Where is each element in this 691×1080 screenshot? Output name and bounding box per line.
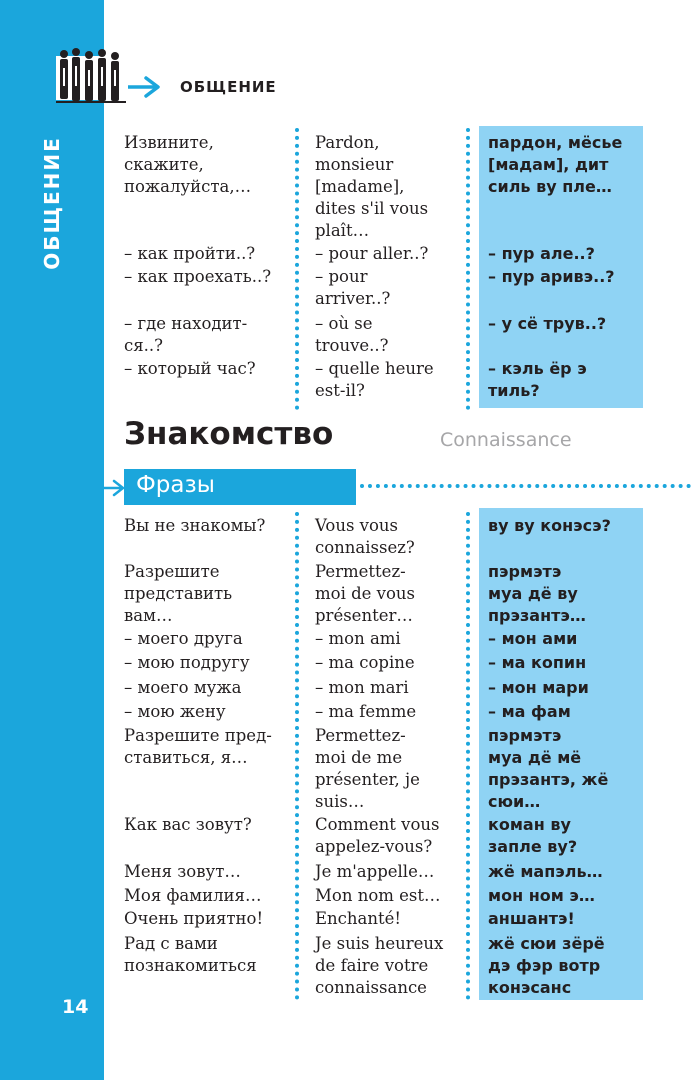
phrase-fr: Pardon, monsieur [madame], dites s'il vous plaît…: [315, 133, 429, 240]
phrase-fr: – mon ami: [315, 629, 401, 648]
section-title-fr: Connaissance: [440, 429, 572, 451]
phrase-fr: – mon mari: [315, 678, 409, 697]
phrase-ru: – мою подругу: [124, 653, 250, 672]
phrase-fr: – pour aller..?: [315, 244, 429, 263]
chapter-arrow-icon: [128, 74, 162, 100]
phrase-transcription: – кэль ёр э тиль?: [488, 359, 587, 400]
phrase-fr: – quelle heure est-il?: [315, 359, 434, 400]
column-divider: [466, 128, 470, 410]
subheading-label: Фразы: [136, 472, 215, 498]
phrase-transcription: – пур але..?: [488, 244, 595, 263]
phrase-transcription: пэрмэтэ муа дё ву прэзантэ…: [488, 562, 586, 625]
page-number: 14: [62, 996, 89, 1018]
phrase-transcription: аншантэ!: [488, 909, 575, 928]
phrase-ru: Очень приятно!: [124, 909, 264, 928]
phrase-fr: Je suis heureux de faire votre connaissance: [315, 934, 444, 997]
phrase-transcription: – ма копин: [488, 653, 587, 672]
subheading-arrow-icon: [104, 478, 126, 498]
sidebar-chapter-label: ОБЩЕНИЕ: [40, 136, 64, 270]
phrase-ru: – как пройти..?: [124, 244, 256, 263]
people-group-icon: [56, 48, 126, 106]
phrase-transcription: – мон мари: [488, 678, 589, 697]
phrase-fr: Vous vous connaissez?: [315, 516, 415, 557]
phrase-fr: Je m'appelle…: [315, 862, 435, 881]
phrase-transcription: – ма фам: [488, 702, 571, 721]
chapter-title: ОБЩЕНИЕ: [180, 78, 277, 96]
section-title: Знакомство: [124, 416, 334, 452]
phrase-transcription: пардон, мёсье [мадам], дит силь ву пле…: [488, 133, 623, 196]
phrase-transcription: – мон ами: [488, 629, 578, 648]
phrase-fr: – ma femme: [315, 702, 417, 721]
phrase-ru: Извините, скажите, пожалуйста,…: [124, 133, 252, 196]
phrase-fr: Enchanté!: [315, 909, 402, 928]
phrase-transcription: мон ном э…: [488, 886, 595, 905]
phrase-transcription: коман ву запле ву?: [488, 815, 578, 856]
phrase-ru: Как вас зовут?: [124, 815, 252, 834]
phrase-ru: Меня зовут…: [124, 862, 241, 881]
dotted-rule: [360, 484, 691, 488]
phrase-fr: Comment vous appelez-vous?: [315, 815, 440, 856]
phrase-ru: – моего мужа: [124, 678, 242, 697]
column-divider: [295, 128, 299, 410]
phrase-ru: Вы не знакомы?: [124, 516, 266, 535]
phrase-ru: Разрешите представить вам…: [124, 562, 233, 625]
phrase-ru: Рад с вами познакомиться: [124, 934, 257, 975]
phrase-transcription: жё сюи зёрё дэ фэр вотр конэсанс: [488, 934, 605, 997]
column-divider: [295, 512, 299, 1000]
phrase-ru: – моего друга: [124, 629, 243, 648]
phrase-fr: Mon nom est…: [315, 886, 441, 905]
phrase-ru: – мою жену: [124, 702, 226, 721]
column-divider: [466, 512, 470, 1000]
phrase-fr: – pour arriver..?: [315, 267, 391, 308]
phrase-ru: – где находит- ся..?: [124, 314, 248, 355]
phrase-transcription: жё мапэль…: [488, 862, 603, 881]
phrase-ru: – который час?: [124, 359, 256, 378]
phrase-transcription: – у сё трув..?: [488, 314, 607, 333]
phrase-transcription: ву ву конэсэ?: [488, 516, 611, 535]
phrase-fr: – où se trouve..?: [315, 314, 389, 355]
phrase-ru: – как проехать..?: [124, 267, 272, 286]
phrase-transcription: пэрмэтэ муа дё мё прэзантэ, жё сюи…: [488, 726, 609, 811]
phrase-fr: Permettez- moi de me présenter, je suis…: [315, 726, 420, 811]
phrase-ru: Разрешите пред- ставиться, я…: [124, 726, 272, 767]
phrase-ru: Моя фамилия…: [124, 886, 262, 905]
phrase-fr: Permettez- moi de vous présenter…: [315, 562, 416, 625]
phrase-fr: – ma copine: [315, 653, 415, 672]
phrase-transcription: – пур аривэ..?: [488, 267, 615, 286]
